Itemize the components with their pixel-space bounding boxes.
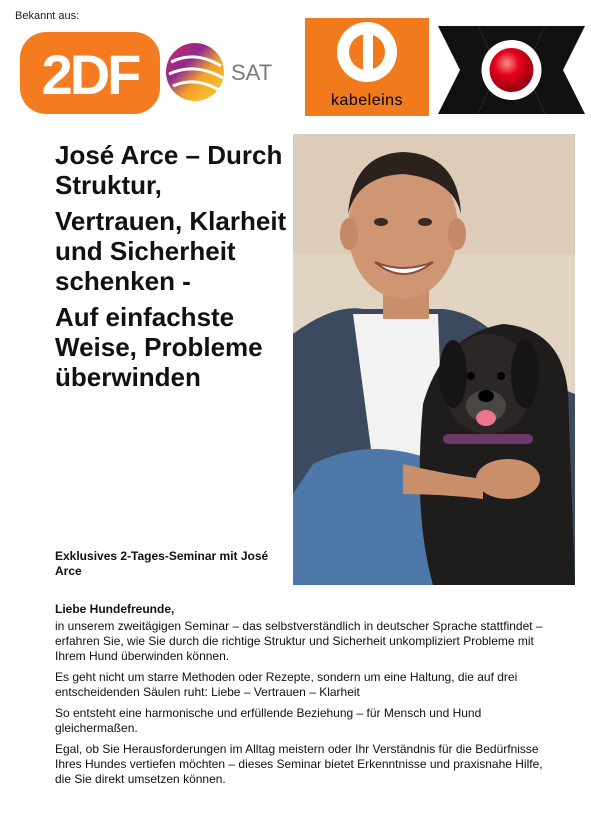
zdf-logo bbox=[20, 32, 160, 114]
kabeleins-label: kabeleins bbox=[330, 92, 404, 109]
sat1-logo bbox=[165, 32, 285, 112]
paragraph: Egal, ob Sie Herausforderungen im Alltag meistern oder Ihr Verständnis für die Bedürfnisse Ihres Hundes vertiefen möchten – dieses Seminar bietet Erkenntnisse und praxisnahe Hilfe, die Sie direkt umsetzen können. bbox=[55, 742, 543, 786]
sat-label: SAT bbox=[231, 60, 273, 85]
paragraph: So entsteht eine harmonische und erfüllende Beziehung – für Mensch und Hund gleichermaßen. bbox=[55, 706, 482, 735]
seminar-subtitle: Exklusives 2-Tages-Seminar mit José Arce bbox=[55, 549, 269, 578]
prosieben-logo bbox=[438, 26, 585, 114]
headline-line-3: Auf einfachste Weise, Probleme überwinden bbox=[55, 302, 263, 392]
trainer-with-dog-photo bbox=[293, 134, 575, 585]
known-from-label: Bekannt aus: bbox=[15, 10, 80, 22]
media-logos bbox=[15, 18, 585, 118]
paragraph: in unserem zweitägigen Seminar – das selbstverständlich in deutscher Sprache stattfindet – erfahren Sie, wie Sie durch die richtige Struktur und Sicherheit unkompliziert Probleme mit Ihrem Hund überwinden können. bbox=[55, 619, 543, 663]
kabeleins-logo bbox=[305, 18, 429, 116]
headline-line-1: José Arce – Durch Struktur, bbox=[55, 140, 283, 200]
paragraph: Es geht nicht um starre Methoden oder Rezepte, sondern um eine Haltung, die auf drei entscheidenden Säulen ruht: Liebe – Vertrauen – Klarheit bbox=[55, 670, 518, 699]
greeting: Liebe Hundefreunde, bbox=[55, 602, 175, 616]
body-text bbox=[55, 619, 555, 793]
kabeleins-one-icon bbox=[305, 18, 429, 92]
headline bbox=[55, 140, 295, 398]
svg-text:2DF: 2DF bbox=[41, 43, 139, 106]
headline-line-2: Vertrauen, Klarheit und Sicherheit schenken - bbox=[55, 206, 287, 296]
